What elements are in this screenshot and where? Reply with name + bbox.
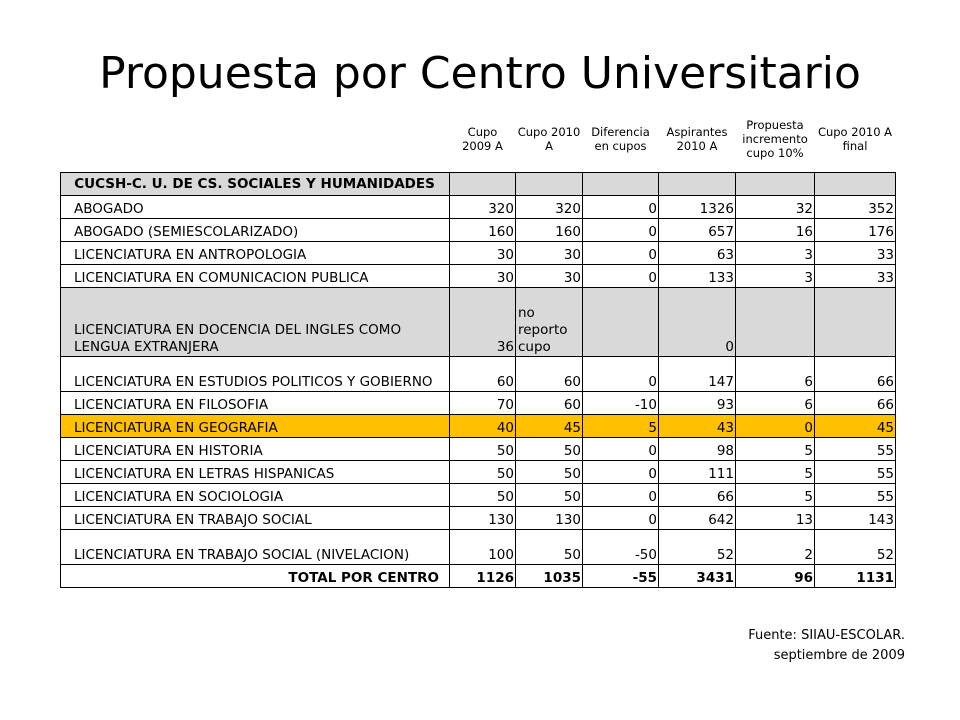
table-cell: 63 [659, 242, 736, 265]
program-name: LICENCIATURA EN TRABAJO SOCIAL [61, 507, 450, 530]
table-cell: 98 [659, 438, 736, 461]
header-cupo-final: Cupo 2010 A final [817, 125, 893, 153]
program-name: ABOGADO (SEMIESCOLARIZADO) [61, 219, 450, 242]
header-propuesta: Propuesta incremento cupo 10% [742, 118, 808, 160]
table-cell: 147 [659, 357, 736, 392]
header-diferencia: Diferencia en cupos [591, 125, 650, 153]
table-cell: 3431 [659, 565, 736, 588]
table-cell: 0 [583, 242, 659, 265]
table-cell: 13 [736, 507, 815, 530]
table-cell: 50 [450, 438, 516, 461]
table-cell: 0 [736, 415, 815, 438]
table-cell: 43 [659, 415, 736, 438]
table-cell: 36 [450, 288, 516, 357]
table-cell [450, 173, 516, 196]
source-date: septiembre de 2009 [773, 648, 905, 663]
table-cell: 33 [815, 242, 896, 265]
program-name: LICENCIATURA EN SOCIOLOGIA [61, 484, 450, 507]
table-cell [736, 288, 815, 357]
table-cell: 55 [815, 484, 896, 507]
table-cell: 111 [659, 461, 736, 484]
header-cupo-2010a: Cupo 2010 A [517, 125, 581, 153]
table-cell: 30 [450, 242, 516, 265]
source-line: Fuente: SIIAU-ESCOLAR. [748, 628, 905, 643]
table-cell: 70 [450, 392, 516, 415]
table-cell: 50 [516, 438, 583, 461]
table-cell [516, 173, 583, 196]
table-row [61, 357, 896, 392]
table-row [61, 265, 896, 288]
table-row [61, 196, 896, 219]
page-title: Propuesta por Centro Universitario [99, 48, 861, 99]
table-cell: 320 [450, 196, 516, 219]
program-name: LICENCIATURA EN DOCENCIA DEL INGLES COMO LENGUA EXTRANJERA [61, 288, 450, 357]
table-cell: 50 [450, 461, 516, 484]
table-cell: 1126 [450, 565, 516, 588]
table-cell: 642 [659, 507, 736, 530]
table-cell: -10 [583, 392, 659, 415]
table-cell: 5 [736, 438, 815, 461]
table-header [61, 106, 896, 173]
table-cell: 52 [659, 530, 736, 565]
table-cell: 30 [450, 265, 516, 288]
program-name: LICENCIATURA EN FILOSOFIA [61, 392, 450, 415]
table-cell: 176 [815, 219, 896, 242]
table-cell: 50 [450, 484, 516, 507]
table-cell: -50 [583, 530, 659, 565]
table-cell: 0 [583, 438, 659, 461]
table-cell: 5 [736, 461, 815, 484]
table-cell: 16 [736, 219, 815, 242]
table-cell [736, 173, 815, 196]
table-cell [659, 173, 736, 196]
program-name: LICENCIATURA EN TRABAJO SOCIAL (NIVELACION) [61, 530, 450, 565]
table-cell: 0 [583, 196, 659, 219]
table-row [61, 288, 896, 357]
source-note [748, 626, 905, 666]
table-cell: 657 [659, 219, 736, 242]
program-name: LICENCIATURA EN GEOGRAFIA [61, 415, 450, 438]
table-row-highlighted [61, 415, 896, 438]
table-cell: 5 [583, 415, 659, 438]
table-cell: 130 [516, 507, 583, 530]
table-cell: 133 [659, 265, 736, 288]
table-cell: 3 [736, 265, 815, 288]
program-name: LICENCIATURA EN HISTORIA [61, 438, 450, 461]
table-row [61, 242, 896, 265]
table-cell: 0 [583, 484, 659, 507]
table-cell: 60 [516, 357, 583, 392]
table-cell: no reporto cupo [516, 288, 583, 357]
program-name: ABOGADO [61, 196, 450, 219]
table-row [61, 219, 896, 242]
cupos-table [60, 106, 896, 588]
table-cell: 160 [516, 219, 583, 242]
total-row [61, 565, 896, 588]
table-cell: 52 [815, 530, 896, 565]
table-cell: 0 [583, 219, 659, 242]
table-cell: 0 [583, 507, 659, 530]
table-cell: 130 [450, 507, 516, 530]
table-cell: 33 [815, 265, 896, 288]
table-cell: 2 [736, 530, 815, 565]
table-row [61, 484, 896, 507]
table-cell: 1326 [659, 196, 736, 219]
table-cell: 320 [516, 196, 583, 219]
table-cell [815, 288, 896, 357]
table-row [61, 392, 896, 415]
table-cell: 6 [736, 357, 815, 392]
table-cell: 6 [736, 392, 815, 415]
header-blank [61, 106, 450, 173]
table-cell: 60 [450, 357, 516, 392]
table-row [61, 438, 896, 461]
table-cell: 32 [736, 196, 815, 219]
table-cell: 66 [815, 357, 896, 392]
table-cell: 66 [815, 392, 896, 415]
table-cell [815, 173, 896, 196]
table-cell: 45 [516, 415, 583, 438]
table-cell: 160 [450, 219, 516, 242]
total-label: TOTAL POR CENTRO [61, 565, 450, 588]
table-cell: 5 [736, 484, 815, 507]
table-cell: 50 [516, 484, 583, 507]
table-cell: 30 [516, 265, 583, 288]
table-cell: 45 [815, 415, 896, 438]
section-row [61, 173, 896, 196]
table-cell: -55 [583, 565, 659, 588]
table-cell: 40 [450, 415, 516, 438]
table-cell: 1035 [516, 565, 583, 588]
table-cell: 3 [736, 242, 815, 265]
table-cell: 352 [815, 196, 896, 219]
table-cell: 30 [516, 242, 583, 265]
table-cell: 0 [583, 265, 659, 288]
table-cell: 143 [815, 507, 896, 530]
table-cell: 93 [659, 392, 736, 415]
table-cell: 55 [815, 438, 896, 461]
table-cell: 55 [815, 461, 896, 484]
table-cell: 1131 [815, 565, 896, 588]
table-row [61, 530, 896, 565]
table-cell: 0 [659, 288, 736, 357]
table-cell [583, 288, 659, 357]
table-cell: 0 [583, 357, 659, 392]
table-cell: 0 [583, 461, 659, 484]
table-cell [583, 173, 659, 196]
header-cupo-2009a: Cupo 2009 A [462, 125, 503, 153]
program-name: LICENCIATURA EN COMUNICACION PUBLICA [61, 265, 450, 288]
table-cell: 66 [659, 484, 736, 507]
table-cell: 50 [516, 530, 583, 565]
table-cell: 96 [736, 565, 815, 588]
table-row [61, 461, 896, 484]
table-cell: 60 [516, 392, 583, 415]
program-name: LICENCIATURA EN ESTUDIOS POLITICOS Y GOBIERNO [61, 357, 450, 392]
header-aspirantes: Aspirantes 2010 A [666, 125, 728, 153]
program-name: LICENCIATURA EN ANTROPOLOGIA [61, 242, 450, 265]
table-cell: 50 [516, 461, 583, 484]
section-title: CUCSH-C. U. DE CS. SOCIALES Y HUMANIDADES [61, 173, 450, 196]
table-cell: 100 [450, 530, 516, 565]
program-name: LICENCIATURA EN LETRAS HISPANICAS [61, 461, 450, 484]
table-row [61, 507, 896, 530]
